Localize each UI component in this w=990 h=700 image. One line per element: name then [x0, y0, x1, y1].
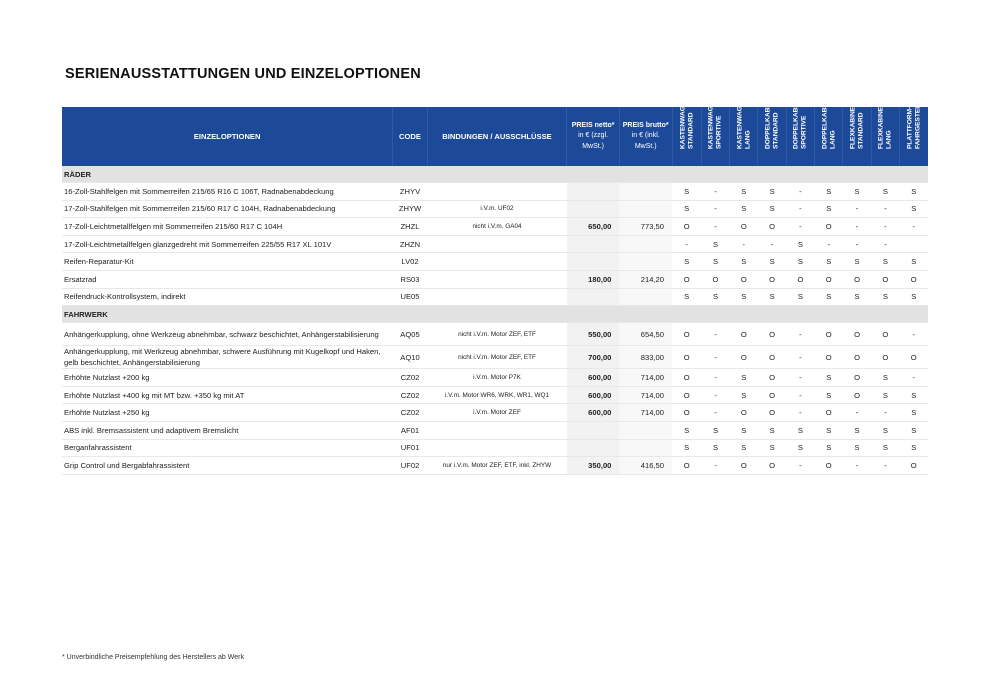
header-variant	[701, 96, 729, 166]
availability-mark: O	[730, 346, 758, 369]
price-gross: 714,00	[619, 386, 672, 404]
availability-mark: S	[900, 421, 928, 439]
price-net: 600,00	[567, 369, 620, 387]
availability-mark: O	[900, 346, 928, 369]
availability-mark: S	[701, 288, 729, 306]
table-row	[62, 323, 928, 346]
price-net	[567, 288, 620, 306]
option-bindings: nur i.V.m. Motor ZEF, ETF, inkl. ZHYW	[427, 457, 567, 475]
header-variant	[900, 100, 928, 166]
availability-mark: S	[815, 253, 843, 271]
option-code: LV02	[393, 253, 427, 271]
table-row	[62, 457, 928, 475]
option-name: Reifen-Reparatur-Kit	[62, 253, 393, 271]
option-code: CZ02	[393, 369, 427, 387]
availability-mark: S	[758, 253, 786, 271]
availability-mark: -	[701, 183, 729, 201]
availability-mark: -	[701, 323, 729, 346]
availability-mark: -	[843, 218, 871, 236]
price-gross: 416,50	[619, 457, 672, 475]
availability-mark: S	[900, 253, 928, 271]
price-net	[567, 421, 620, 439]
availability-mark: -	[701, 457, 729, 475]
price-gross	[619, 200, 672, 218]
price-net: 650,00	[567, 218, 620, 236]
availability-mark: S	[672, 421, 701, 439]
availability-mark: S	[786, 253, 814, 271]
option-bindings	[427, 235, 567, 253]
price-gross	[619, 421, 672, 439]
price-gross: 773,50	[619, 218, 672, 236]
option-name: 17-Zoll-Leichtmetallfelgen glanzgedreht mit Sommerreifen 225/55 R17 XL 101V	[62, 235, 393, 253]
variant-label: DOPPELKABINE STANDARD	[764, 96, 780, 149]
header-price-gross-label: PREIS brutto*	[622, 121, 669, 129]
availability-mark: S	[900, 439, 928, 457]
availability-mark: -	[701, 369, 729, 387]
option-name: ABS inkl. Bremsassistent und adaptivem Bremslicht	[62, 421, 393, 439]
header-price-gross	[619, 107, 672, 166]
availability-mark: -	[843, 200, 871, 218]
availability-mark: -	[871, 218, 899, 236]
availability-mark: S	[730, 421, 758, 439]
availability-mark: O	[843, 386, 871, 404]
availability-mark: S	[786, 421, 814, 439]
price-gross: 833,00	[619, 346, 672, 369]
variant-label: KASTENWAGEN STANDARD	[679, 96, 694, 149]
availability-mark: S	[815, 421, 843, 439]
availability-mark: O	[758, 457, 786, 475]
availability-mark: -	[871, 200, 899, 218]
option-code: ZHZN	[393, 235, 427, 253]
option-bindings: i.V.m. UF02	[427, 200, 567, 218]
availability-mark: S	[701, 421, 729, 439]
header-price-net-label: PREIS netto*	[571, 121, 615, 129]
price-net	[567, 200, 620, 218]
section-title: FAHRWERK	[62, 306, 928, 323]
availability-mark: S	[730, 386, 758, 404]
option-name: 17-Zoll-Stahlfelgen mit Sommerreifen 215/60 R17 C 104H, Radnabenabdeckung	[62, 200, 393, 218]
availability-mark: O	[758, 369, 786, 387]
availability-mark: S	[758, 439, 786, 457]
availability-mark: -	[900, 218, 928, 236]
option-code: ZHYW	[393, 200, 427, 218]
availability-mark: -	[786, 404, 814, 422]
table-row	[62, 253, 928, 271]
header-price-gross-sub: in € (inkl. MwSt.)	[631, 132, 660, 150]
availability-mark: O	[815, 457, 843, 475]
price-net: 700,00	[567, 346, 620, 369]
price-net: 350,00	[567, 457, 620, 475]
availability-mark: -	[900, 369, 928, 387]
header-option: EINZELOPTIONEN	[62, 107, 393, 166]
section-row	[62, 306, 928, 323]
availability-mark: S	[730, 288, 758, 306]
option-bindings: i.V.m. Motor ZEF	[427, 404, 567, 422]
price-gross	[619, 183, 672, 201]
option-code: CZ02	[393, 386, 427, 404]
option-code: CZ02	[393, 404, 427, 422]
price-net: 600,00	[567, 386, 620, 404]
table-row	[62, 288, 928, 306]
availability-mark: O	[672, 386, 701, 404]
availability-mark: O	[843, 323, 871, 346]
option-bindings	[427, 270, 567, 288]
availability-mark: S	[815, 386, 843, 404]
availability-mark: -	[786, 369, 814, 387]
availability-mark: -	[786, 200, 814, 218]
availability-mark: S	[871, 183, 899, 201]
availability-mark: S	[758, 288, 786, 306]
availability-mark: S	[843, 288, 871, 306]
price-net: 550,00	[567, 323, 620, 346]
availability-mark: -	[701, 404, 729, 422]
footnote: * Unverbindliche Preisempfehlung des Herstellers ab Werk	[62, 654, 244, 661]
availability-mark: S	[815, 200, 843, 218]
availability-mark: -	[815, 235, 843, 253]
option-bindings	[427, 288, 567, 306]
price-net	[567, 439, 620, 457]
availability-mark: S	[672, 288, 701, 306]
availability-mark: S	[815, 183, 843, 201]
option-bindings: i.V.m. Motor WR6, WRK, WR1, WQ1	[427, 386, 567, 404]
option-name: Reifendruck-Kontrollsystem, indirekt	[62, 288, 393, 306]
availability-mark: O	[730, 270, 758, 288]
variant-label: FLEXKABINE LANG	[877, 106, 893, 149]
options-table	[62, 96, 928, 475]
table-row	[62, 421, 928, 439]
availability-mark: S	[815, 288, 843, 306]
price-gross: 214,20	[619, 270, 672, 288]
price-gross: 714,00	[619, 404, 672, 422]
option-name: Berganfahrassistent	[62, 439, 393, 457]
variant-label: FLEXKABINE STANDARD	[849, 106, 865, 149]
price-gross	[619, 288, 672, 306]
availability-mark: -	[701, 200, 729, 218]
availability-mark: -	[871, 404, 899, 422]
price-net: 180,00	[567, 270, 620, 288]
option-code: AQ10	[393, 346, 427, 369]
option-bindings: nicht i.V.m. Motor ZEF, ETF	[427, 323, 567, 346]
availability-mark: S	[672, 253, 701, 271]
availability-mark: O	[843, 346, 871, 369]
availability-mark	[900, 235, 928, 253]
availability-mark: S	[758, 421, 786, 439]
option-name: Erhöhte Nutzlast +200 kg	[62, 369, 393, 387]
availability-mark: S	[672, 439, 701, 457]
availability-mark: S	[815, 369, 843, 387]
table-row	[62, 200, 928, 218]
option-bindings: nicht i.V.m. GA04	[427, 218, 567, 236]
availability-mark: O	[815, 270, 843, 288]
availability-mark: S	[843, 183, 871, 201]
section-row	[62, 166, 928, 183]
availability-mark: O	[672, 369, 701, 387]
availability-mark: O	[843, 270, 871, 288]
option-code: ZHYV	[393, 183, 427, 201]
availability-mark: S	[900, 200, 928, 218]
availability-mark: -	[786, 386, 814, 404]
availability-mark: O	[815, 218, 843, 236]
availability-mark: -	[871, 235, 899, 253]
availability-mark: S	[871, 253, 899, 271]
availability-mark: S	[701, 439, 729, 457]
availability-mark: S	[786, 439, 814, 457]
availability-mark: S	[701, 235, 729, 253]
availability-mark: O	[730, 218, 758, 236]
table-row	[62, 386, 928, 404]
header-variant	[815, 96, 843, 166]
availability-mark: -	[786, 323, 814, 346]
availability-mark: -	[786, 183, 814, 201]
option-name: 16-Zoll-Stahlfelgen mit Sommerreifen 215/65 R16 C 106T, Radnabenabdeckung	[62, 183, 393, 201]
option-name: Anhängerkupplung, mit Werkzeug abnehmbar, schwere Ausführung mit Kugelkopf und Haken, gelb beschichtet, Anhängerstabilisierung	[62, 346, 393, 369]
availability-mark: O	[672, 404, 701, 422]
table-row	[62, 439, 928, 457]
availability-mark: S	[871, 386, 899, 404]
availability-mark: S	[900, 386, 928, 404]
header-variant	[843, 107, 871, 166]
price-net	[567, 253, 620, 271]
option-code: AQ05	[393, 323, 427, 346]
option-bindings	[427, 253, 567, 271]
availability-mark: -	[900, 323, 928, 346]
option-bindings: nicht i.V.m. Motor ZEF, ETF	[427, 346, 567, 369]
header-variant	[786, 96, 814, 166]
option-name: Erhöhte Nutzlast +250 kg	[62, 404, 393, 422]
availability-mark: O	[758, 404, 786, 422]
availability-mark: S	[843, 439, 871, 457]
availability-mark: S	[900, 183, 928, 201]
price-gross	[619, 439, 672, 457]
availability-mark: O	[672, 346, 701, 369]
variant-label: KASTENWAGEN LANG	[736, 96, 751, 149]
availability-mark: -	[701, 346, 729, 369]
availability-mark: -	[843, 457, 871, 475]
availability-mark: O	[758, 323, 786, 346]
header-price-net	[567, 107, 620, 166]
availability-mark: -	[672, 235, 701, 253]
availability-mark: O	[900, 270, 928, 288]
availability-mark: O	[871, 323, 899, 346]
availability-mark: S	[672, 183, 701, 201]
availability-mark: O	[730, 323, 758, 346]
option-bindings	[427, 439, 567, 457]
table-row	[62, 404, 928, 422]
availability-mark: S	[730, 369, 758, 387]
availability-mark: S	[730, 183, 758, 201]
price-gross: 654,50	[619, 323, 672, 346]
availability-mark: S	[701, 253, 729, 271]
page-title: SERIENAUSSTATTUNGEN UND EINZELOPTIONEN	[65, 66, 421, 82]
availability-mark: O	[843, 369, 871, 387]
availability-mark: S	[871, 369, 899, 387]
variant-label: PLATTFORM- FAHRGESTELL	[906, 100, 921, 149]
header-variant	[730, 96, 758, 166]
availability-mark: S	[843, 421, 871, 439]
availability-mark: O	[672, 457, 701, 475]
availability-mark: O	[758, 346, 786, 369]
option-code: UE05	[393, 288, 427, 306]
price-gross: 714,00	[619, 369, 672, 387]
availability-mark: O	[758, 218, 786, 236]
availability-mark: S	[843, 253, 871, 271]
availability-mark: -	[843, 404, 871, 422]
availability-mark: S	[871, 439, 899, 457]
availability-mark: S	[672, 200, 701, 218]
table-header-row	[62, 107, 928, 166]
availability-mark: O	[758, 386, 786, 404]
header-price-net-sub: in € (zzgl. MwSt.)	[578, 132, 609, 150]
header-variant	[672, 96, 701, 166]
option-bindings	[427, 183, 567, 201]
availability-mark: S	[730, 200, 758, 218]
availability-mark: O	[730, 457, 758, 475]
price-gross	[619, 253, 672, 271]
header-variant	[871, 107, 899, 166]
option-code: UF02	[393, 457, 427, 475]
availability-mark: S	[871, 288, 899, 306]
option-name: Ersatzrad	[62, 270, 393, 288]
header-bindings: BINDUNGEN / AUSSCHLÜSSE	[427, 107, 567, 166]
availability-mark: O	[701, 270, 729, 288]
availability-mark: -	[701, 218, 729, 236]
availability-mark: O	[871, 346, 899, 369]
price-gross	[619, 235, 672, 253]
variant-label: DOPPELKABINE LANG	[821, 96, 836, 149]
availability-mark: -	[701, 386, 729, 404]
option-bindings	[427, 421, 567, 439]
option-name: Erhöhte Nutzlast +400 kg mit MT bzw. +350 kg mit AT	[62, 386, 393, 404]
availability-mark: S	[871, 421, 899, 439]
availability-mark: O	[871, 270, 899, 288]
availability-mark: O	[786, 270, 814, 288]
table-row	[62, 369, 928, 387]
availability-mark: O	[758, 270, 786, 288]
price-net	[567, 183, 620, 201]
availability-mark: S	[758, 183, 786, 201]
variant-label: KASTENWAGEN SPORTIVE	[707, 96, 723, 149]
table-row	[62, 235, 928, 253]
option-code: UF01	[393, 439, 427, 457]
option-bindings: i.V.m. Motor P7K	[427, 369, 567, 387]
header-code: CODE	[393, 107, 427, 166]
option-name: Grip Control und Bergabfahrassistent	[62, 457, 393, 475]
availability-mark: -	[786, 457, 814, 475]
availability-mark: -	[786, 346, 814, 369]
section-title: RÄDER	[62, 166, 928, 183]
availability-mark: -	[843, 235, 871, 253]
availability-mark: O	[672, 323, 701, 346]
table-row	[62, 183, 928, 201]
option-code: AF01	[393, 421, 427, 439]
availability-mark: S	[758, 200, 786, 218]
option-name: 17-Zoll-Leichtmetallfelgen mit Sommerreifen 215/60 R17 C 104H	[62, 218, 393, 236]
availability-mark: -	[758, 235, 786, 253]
availability-mark: S	[786, 235, 814, 253]
availability-mark: S	[730, 253, 758, 271]
availability-mark: -	[730, 235, 758, 253]
price-net: 600,00	[567, 404, 620, 422]
availability-mark: O	[815, 404, 843, 422]
table-row	[62, 346, 928, 369]
availability-mark: S	[786, 288, 814, 306]
availability-mark: -	[871, 457, 899, 475]
availability-mark: S	[730, 439, 758, 457]
availability-mark: -	[786, 218, 814, 236]
availability-mark: O	[900, 457, 928, 475]
availability-mark: S	[900, 404, 928, 422]
option-code: ZHZL	[393, 218, 427, 236]
price-net	[567, 235, 620, 253]
table-body	[62, 166, 928, 474]
table-row	[62, 218, 928, 236]
availability-mark: O	[815, 323, 843, 346]
option-code: RS03	[393, 270, 427, 288]
availability-mark: S	[815, 439, 843, 457]
table-row	[62, 270, 928, 288]
option-name: Anhängerkupplung, ohne Werkzeug abnehmbar, schwarz beschichtet, Anhängerstabilisierung	[62, 323, 393, 346]
availability-mark: S	[900, 288, 928, 306]
availability-mark: O	[672, 270, 701, 288]
availability-mark: O	[672, 218, 701, 236]
availability-mark: O	[815, 346, 843, 369]
availability-mark: O	[730, 404, 758, 422]
header-variant	[758, 96, 786, 166]
variant-label: DOPPELKABINE SPORTIVE	[792, 96, 808, 149]
